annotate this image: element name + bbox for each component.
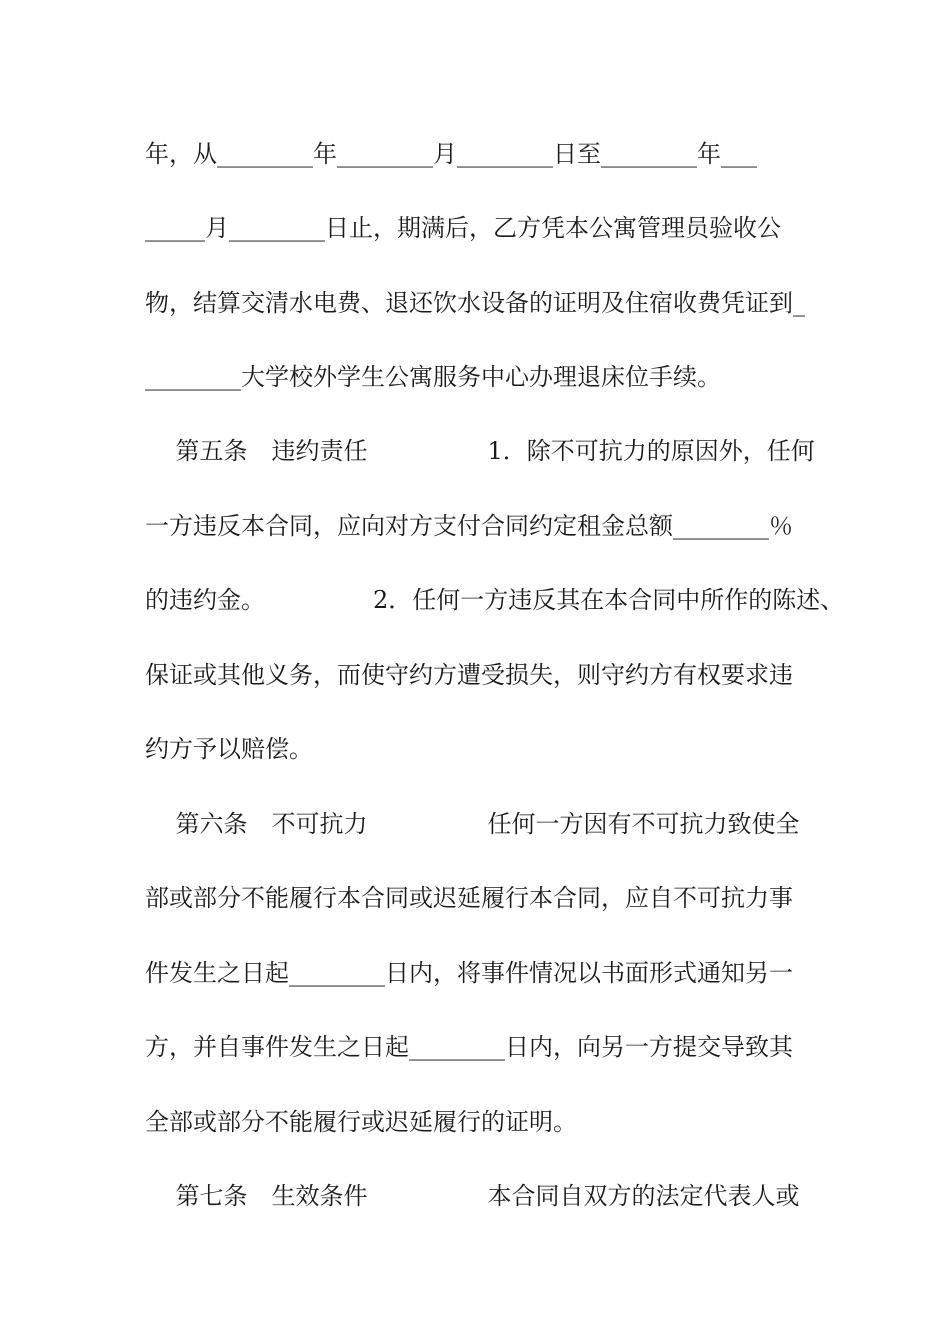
text-line-14: 全部或部分不能履行或迟延履行的证明。 [145, 1108, 577, 1136]
article-6-heading-line: 第六条 不可抗力 任何一方因有不可抗力致使全 [145, 810, 800, 838]
text-line-1: 年，从________年________月________日至________年___ [145, 140, 757, 168]
text-line-7: 的违约金。 2．任何一方违反其在本合同中所作的陈述、 [145, 586, 845, 614]
text-line-11: 部或部分不能履行本合同或迟延履行本合同，应自不可抗力事 [145, 884, 793, 912]
text-line-3: 物，结算交清水电费、退还饮水设备的证明及住宿收费凭证到_ [145, 289, 805, 317]
article-7-heading-line: 第七条 生效条件 本合同自双方的法定代表人或 [145, 1182, 800, 1210]
text-line-8: 保证或其他义务，而使守约方遭受损失，则守约方有权要求违 [145, 661, 793, 689]
text-line-9: 约方予以赔偿。 [145, 735, 313, 763]
text-line-2: _____月________日止，期满后，乙方凭本公寓管理员验收公 [145, 214, 781, 242]
text-line-12: 件发生之日起________日内，将事件情况以书面形式通知另一 [145, 959, 793, 987]
article-5-heading-line: 第五条 违约责任 1．除不可抗力的原因外，任何 [145, 437, 815, 465]
text-line-6: 一方违反本合同，应向对方支付合同约定租金总额________％ [145, 512, 793, 540]
text-line-4: ________大学校外学生公寓服务中心办理退床位手续。 [145, 363, 721, 391]
text-line-13: 方，并自事件发生之日起________日内，向另一方提交导致其 [145, 1033, 793, 1061]
